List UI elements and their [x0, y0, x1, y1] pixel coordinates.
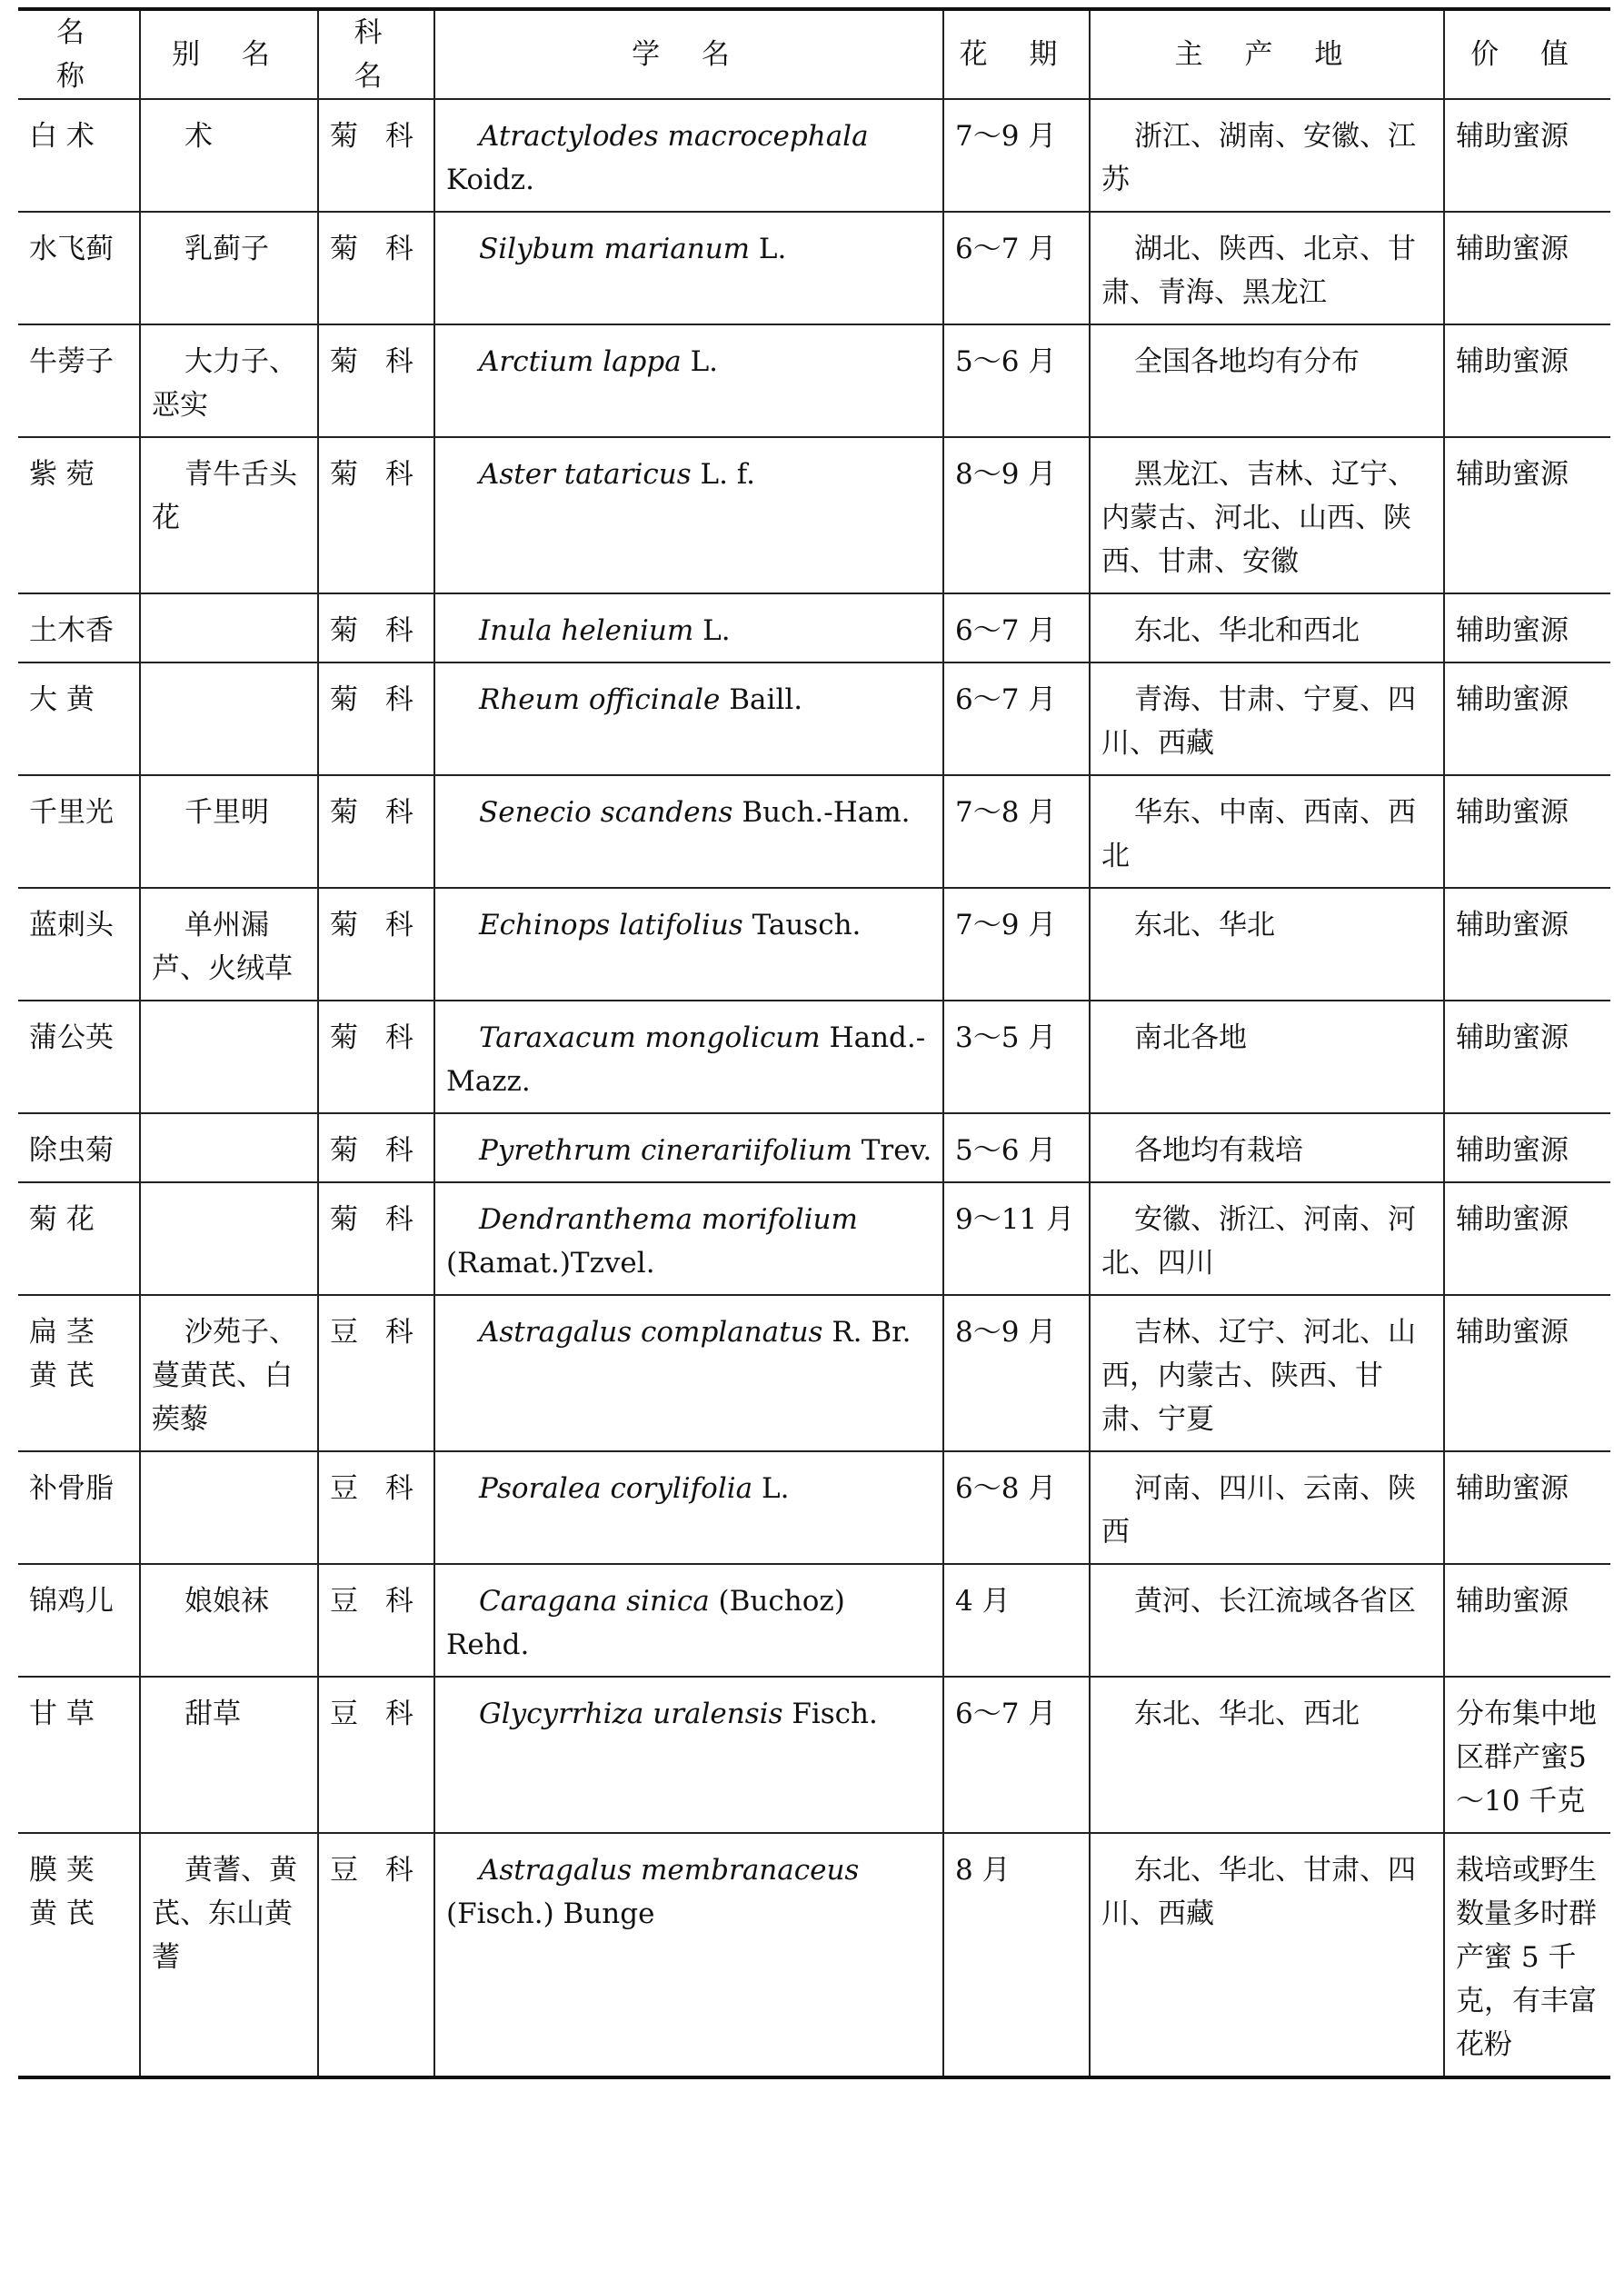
table-row: [18, 1182, 1610, 1295]
scientific-genus-species: Silybum marianum: [479, 233, 751, 265]
table-row: [18, 1113, 1610, 1182]
cell-value: 辅助蜜源: [1456, 233, 1569, 265]
cell-region: 青海、甘肃、宁夏、四川、西藏: [1090, 662, 1444, 775]
table-row: [18, 99, 1610, 212]
table-row: [18, 212, 1610, 324]
cell-alias: 单州漏芦、火绒草: [140, 888, 318, 1001]
scientific-author: Tausch.: [752, 909, 862, 941]
cell-name: 土木香: [18, 593, 140, 662]
cell-family: 豆 科: [318, 1677, 434, 1833]
cell-scientific-name: [434, 593, 943, 662]
cell-region: 各地均有栽培: [1090, 1113, 1444, 1182]
cell-region: 华东、中南、西南、西北: [1090, 775, 1444, 888]
cell-name: 除虫菊: [18, 1113, 140, 1182]
cell-name: 锦鸡儿: [18, 1564, 140, 1677]
scientific-genus-species: Atractylodes macrocephala: [479, 120, 869, 153]
cell-bloom-period: 8～9 月: [943, 1295, 1090, 1451]
cell-region: 东北、华北、甘肃、四川、西藏: [1090, 1833, 1444, 2077]
cell-bloom-period: 4 月: [943, 1564, 1090, 1677]
nectar-plant-table: [18, 7, 1610, 2079]
cell-family: 菊 科: [318, 888, 434, 1001]
cell-alias: [140, 1451, 318, 1564]
scientific-author: L.: [758, 233, 787, 265]
cell-bloom-period: 3～5 月: [943, 1001, 1090, 1113]
cell-value: 栽培或野生数量多时群产蜜 5 千克，有丰富花粉: [1456, 1854, 1597, 2061]
cell-value: 辅助蜜源: [1456, 120, 1569, 153]
cell-name: 千里光: [18, 775, 140, 888]
cell-bloom-period: 7～9 月: [943, 99, 1090, 212]
cell-scientific-name: [434, 212, 943, 324]
scientific-author: (Ramat.)Tzvel.: [446, 1247, 655, 1280]
cell-value: 分布集中地区群产蜜5～10 千克: [1456, 1698, 1597, 1818]
cell-value: 辅助蜜源: [1456, 614, 1569, 647]
scientific-author: (Fisch.) Bunge: [446, 1897, 655, 1930]
header-family: 科 名: [318, 9, 434, 99]
cell-bloom-period: 6～7 月: [943, 212, 1090, 324]
cell-scientific-name: [434, 437, 943, 593]
cell-name: 蓝刺头: [18, 888, 140, 1001]
cell-value: 辅助蜜源: [1456, 909, 1569, 941]
scientific-author: Fisch.: [792, 1698, 878, 1730]
cell-region: 东北、华北: [1090, 888, 1444, 1001]
table-row: [18, 324, 1610, 437]
table-row: [18, 1677, 1610, 1833]
cell-bloom-period: 6～7 月: [943, 662, 1090, 775]
cell-value: 辅助蜜源: [1456, 1134, 1569, 1167]
cell-name: 水飞蓟: [18, 212, 140, 324]
cell-name: 大 黄: [18, 662, 140, 775]
cell-family: 菊 科: [318, 1182, 434, 1295]
scientific-author: Buch.-Ham.: [742, 796, 911, 829]
cell-family: 豆 科: [318, 1295, 434, 1451]
table-row: [18, 888, 1610, 1001]
cell-name: 白 术: [18, 99, 140, 212]
cell-value: 辅助蜜源: [1456, 683, 1569, 716]
table-row: [18, 1001, 1610, 1113]
cell-scientific-name: [434, 1001, 943, 1113]
cell-scientific-name: [434, 1113, 943, 1182]
cell-alias: [140, 593, 318, 662]
cell-region: 东北、华北、西北: [1090, 1677, 1444, 1833]
scientific-genus-species: Rheum officinale: [479, 683, 721, 716]
cell-name: 膜 荚 黄 芪: [18, 1833, 140, 2077]
scientific-genus-species: Caragana sinica: [479, 1585, 710, 1618]
cell-family: 菊 科: [318, 593, 434, 662]
table-row: [18, 1451, 1610, 1564]
table-row: [18, 1833, 1610, 2077]
cell-bloom-period: 5～6 月: [943, 324, 1090, 437]
scientific-author: L.: [690, 345, 719, 378]
scientific-genus-species: Taraxacum mongolicum: [479, 1021, 821, 1054]
cell-scientific-name: [434, 324, 943, 437]
cell-alias: [140, 662, 318, 775]
scientific-genus-species: Astragalus complanatus: [479, 1316, 823, 1349]
cell-alias: [140, 1182, 318, 1295]
cell-scientific-name: [434, 1833, 943, 2077]
cell-alias: 娘娘袜: [140, 1564, 318, 1677]
cell-name: 甘 草: [18, 1677, 140, 1833]
cell-scientific-name: [434, 1451, 943, 1564]
cell-name: 牛蒡子: [18, 324, 140, 437]
cell-family: 菊 科: [318, 775, 434, 888]
cell-scientific-name: [434, 1182, 943, 1295]
cell-name: 菊 花: [18, 1182, 140, 1295]
cell-region: 河南、四川、云南、陕西: [1090, 1451, 1444, 1564]
table-row: [18, 775, 1610, 888]
scientific-genus-species: Senecio scandens: [479, 796, 733, 829]
cell-region: 黑龙江、吉林、辽宁、内蒙古、河北、山西、陕西、甘肃、安徽: [1090, 437, 1444, 593]
cell-bloom-period: 7～9 月: [943, 888, 1090, 1001]
scientific-genus-species: Psoralea corylifolia: [479, 1472, 753, 1505]
scientific-author: Trev.: [861, 1134, 932, 1167]
table-row: [18, 662, 1610, 775]
scientific-author: Hand.-Mazz.: [446, 1021, 926, 1098]
cell-alias: 沙苑子、蔓黄芪、白蒺藜: [140, 1295, 318, 1451]
cell-bloom-period: 5～6 月: [943, 1113, 1090, 1182]
cell-name: 补骨脂: [18, 1451, 140, 1564]
cell-value: 辅助蜜源: [1456, 1021, 1569, 1054]
cell-value: 辅助蜜源: [1456, 1203, 1569, 1236]
cell-bloom-period: 6～7 月: [943, 593, 1090, 662]
cell-scientific-name: [434, 99, 943, 212]
cell-alias: 乳蓟子: [140, 212, 318, 324]
header-value: 价 值: [1470, 38, 1585, 71]
cell-family: 菊 科: [318, 662, 434, 775]
cell-region: 湖北、陕西、北京、甘肃、青海、黑龙江: [1090, 212, 1444, 324]
scientific-author: L.: [762, 1472, 790, 1505]
cell-value: 辅助蜜源: [1456, 458, 1569, 491]
cell-scientific-name: [434, 1564, 943, 1677]
cell-region: 黄河、长江流域各省区: [1090, 1564, 1444, 1677]
cell-name: 扁 茎 黄 芪: [18, 1295, 140, 1451]
scientific-genus-species: Astragalus membranaceus: [479, 1854, 860, 1887]
cell-region: 全国各地均有分布: [1090, 324, 1444, 437]
cell-region: 东北、华北和西北: [1090, 593, 1444, 662]
scientific-genus-species: Dendranthema morifolium: [479, 1203, 858, 1236]
cell-value: 辅助蜜源: [1456, 796, 1569, 829]
cell-alias: 大力子、恶实: [140, 324, 318, 437]
cell-scientific-name: [434, 1295, 943, 1451]
table-row: [18, 593, 1610, 662]
cell-scientific-name: [434, 1677, 943, 1833]
cell-alias: 黄蓍、黄芪、东山黄蓍: [140, 1833, 318, 2077]
cell-alias: [140, 1001, 318, 1113]
cell-region: 吉林、辽宁、河北、山西，内蒙古、陕西、甘肃、宁夏: [1090, 1295, 1444, 1451]
cell-scientific-name: [434, 775, 943, 888]
table-row: [18, 1295, 1610, 1451]
scientific-genus-species: Echinops latifolius: [479, 909, 743, 941]
cell-bloom-period: 8 月: [943, 1833, 1090, 2077]
cell-alias: 术: [140, 99, 318, 212]
table-row: [18, 437, 1610, 593]
cell-bloom-period: 7～8 月: [943, 775, 1090, 888]
cell-name: 蒲公英: [18, 1001, 140, 1113]
header-bloom-period: 花 期: [943, 9, 1090, 99]
cell-value: 辅助蜜源: [1456, 1585, 1569, 1618]
cell-alias: [140, 1113, 318, 1182]
cell-family: 豆 科: [318, 1564, 434, 1677]
scientific-genus-species: Pyrethrum cinerariifolium: [479, 1134, 852, 1167]
header-region: 主 产 地: [1090, 9, 1444, 99]
scientific-author: (Buchoz) Rehd.: [446, 1585, 845, 1661]
scientific-genus-species: Arctium lappa: [479, 345, 682, 378]
cell-region: 南北各地: [1090, 1001, 1444, 1113]
scientific-author: R. Br.: [832, 1316, 912, 1349]
scientific-author: Baill.: [729, 683, 803, 716]
cell-family: 菊 科: [318, 99, 434, 212]
header-scientific-name: 学 名: [434, 9, 943, 99]
cell-alias: 青牛舌头花: [140, 437, 318, 593]
cell-family: 菊 科: [318, 437, 434, 593]
page: [18, 7, 1610, 2079]
cell-bloom-period: 6～8 月: [943, 1451, 1090, 1564]
cell-value: 辅助蜜源: [1456, 1316, 1569, 1349]
cell-value: 辅助蜜源: [1456, 1472, 1569, 1505]
cell-family: 菊 科: [318, 1001, 434, 1113]
cell-family: 豆 科: [318, 1451, 434, 1564]
cell-value: 辅助蜜源: [1456, 345, 1569, 378]
cell-scientific-name: [434, 662, 943, 775]
scientific-author: L.: [702, 614, 731, 647]
cell-alias: 千里明: [140, 775, 318, 888]
header-name: 名 称: [18, 9, 140, 99]
cell-scientific-name: [434, 888, 943, 1001]
cell-name: 紫 菀: [18, 437, 140, 593]
cell-bloom-period: 9～11 月: [943, 1182, 1090, 1295]
cell-family: 菊 科: [318, 212, 434, 324]
cell-region: 安徽、浙江、河南、河北、四川: [1090, 1182, 1444, 1295]
cell-bloom-period: 6～7 月: [943, 1677, 1090, 1833]
cell-alias: 甜草: [140, 1677, 318, 1833]
cell-region: 浙江、湖南、安徽、江苏: [1090, 99, 1444, 212]
cell-family: 菊 科: [318, 324, 434, 437]
cell-bloom-period: 8～9 月: [943, 437, 1090, 593]
scientific-genus-species: Aster tataricus: [479, 458, 692, 491]
header-alias: 别 名: [140, 9, 318, 99]
cell-family: 菊 科: [318, 1113, 434, 1182]
cell-family: 豆 科: [318, 1833, 434, 2077]
scientific-author: Koidz.: [446, 164, 534, 196]
scientific-genus-species: Inula helenium: [479, 614, 694, 647]
table-row: [18, 1564, 1610, 1677]
scientific-genus-species: Glycyrrhiza uralensis: [479, 1698, 783, 1730]
table-header-row: [18, 9, 1610, 99]
scientific-author: L. f.: [700, 458, 756, 491]
